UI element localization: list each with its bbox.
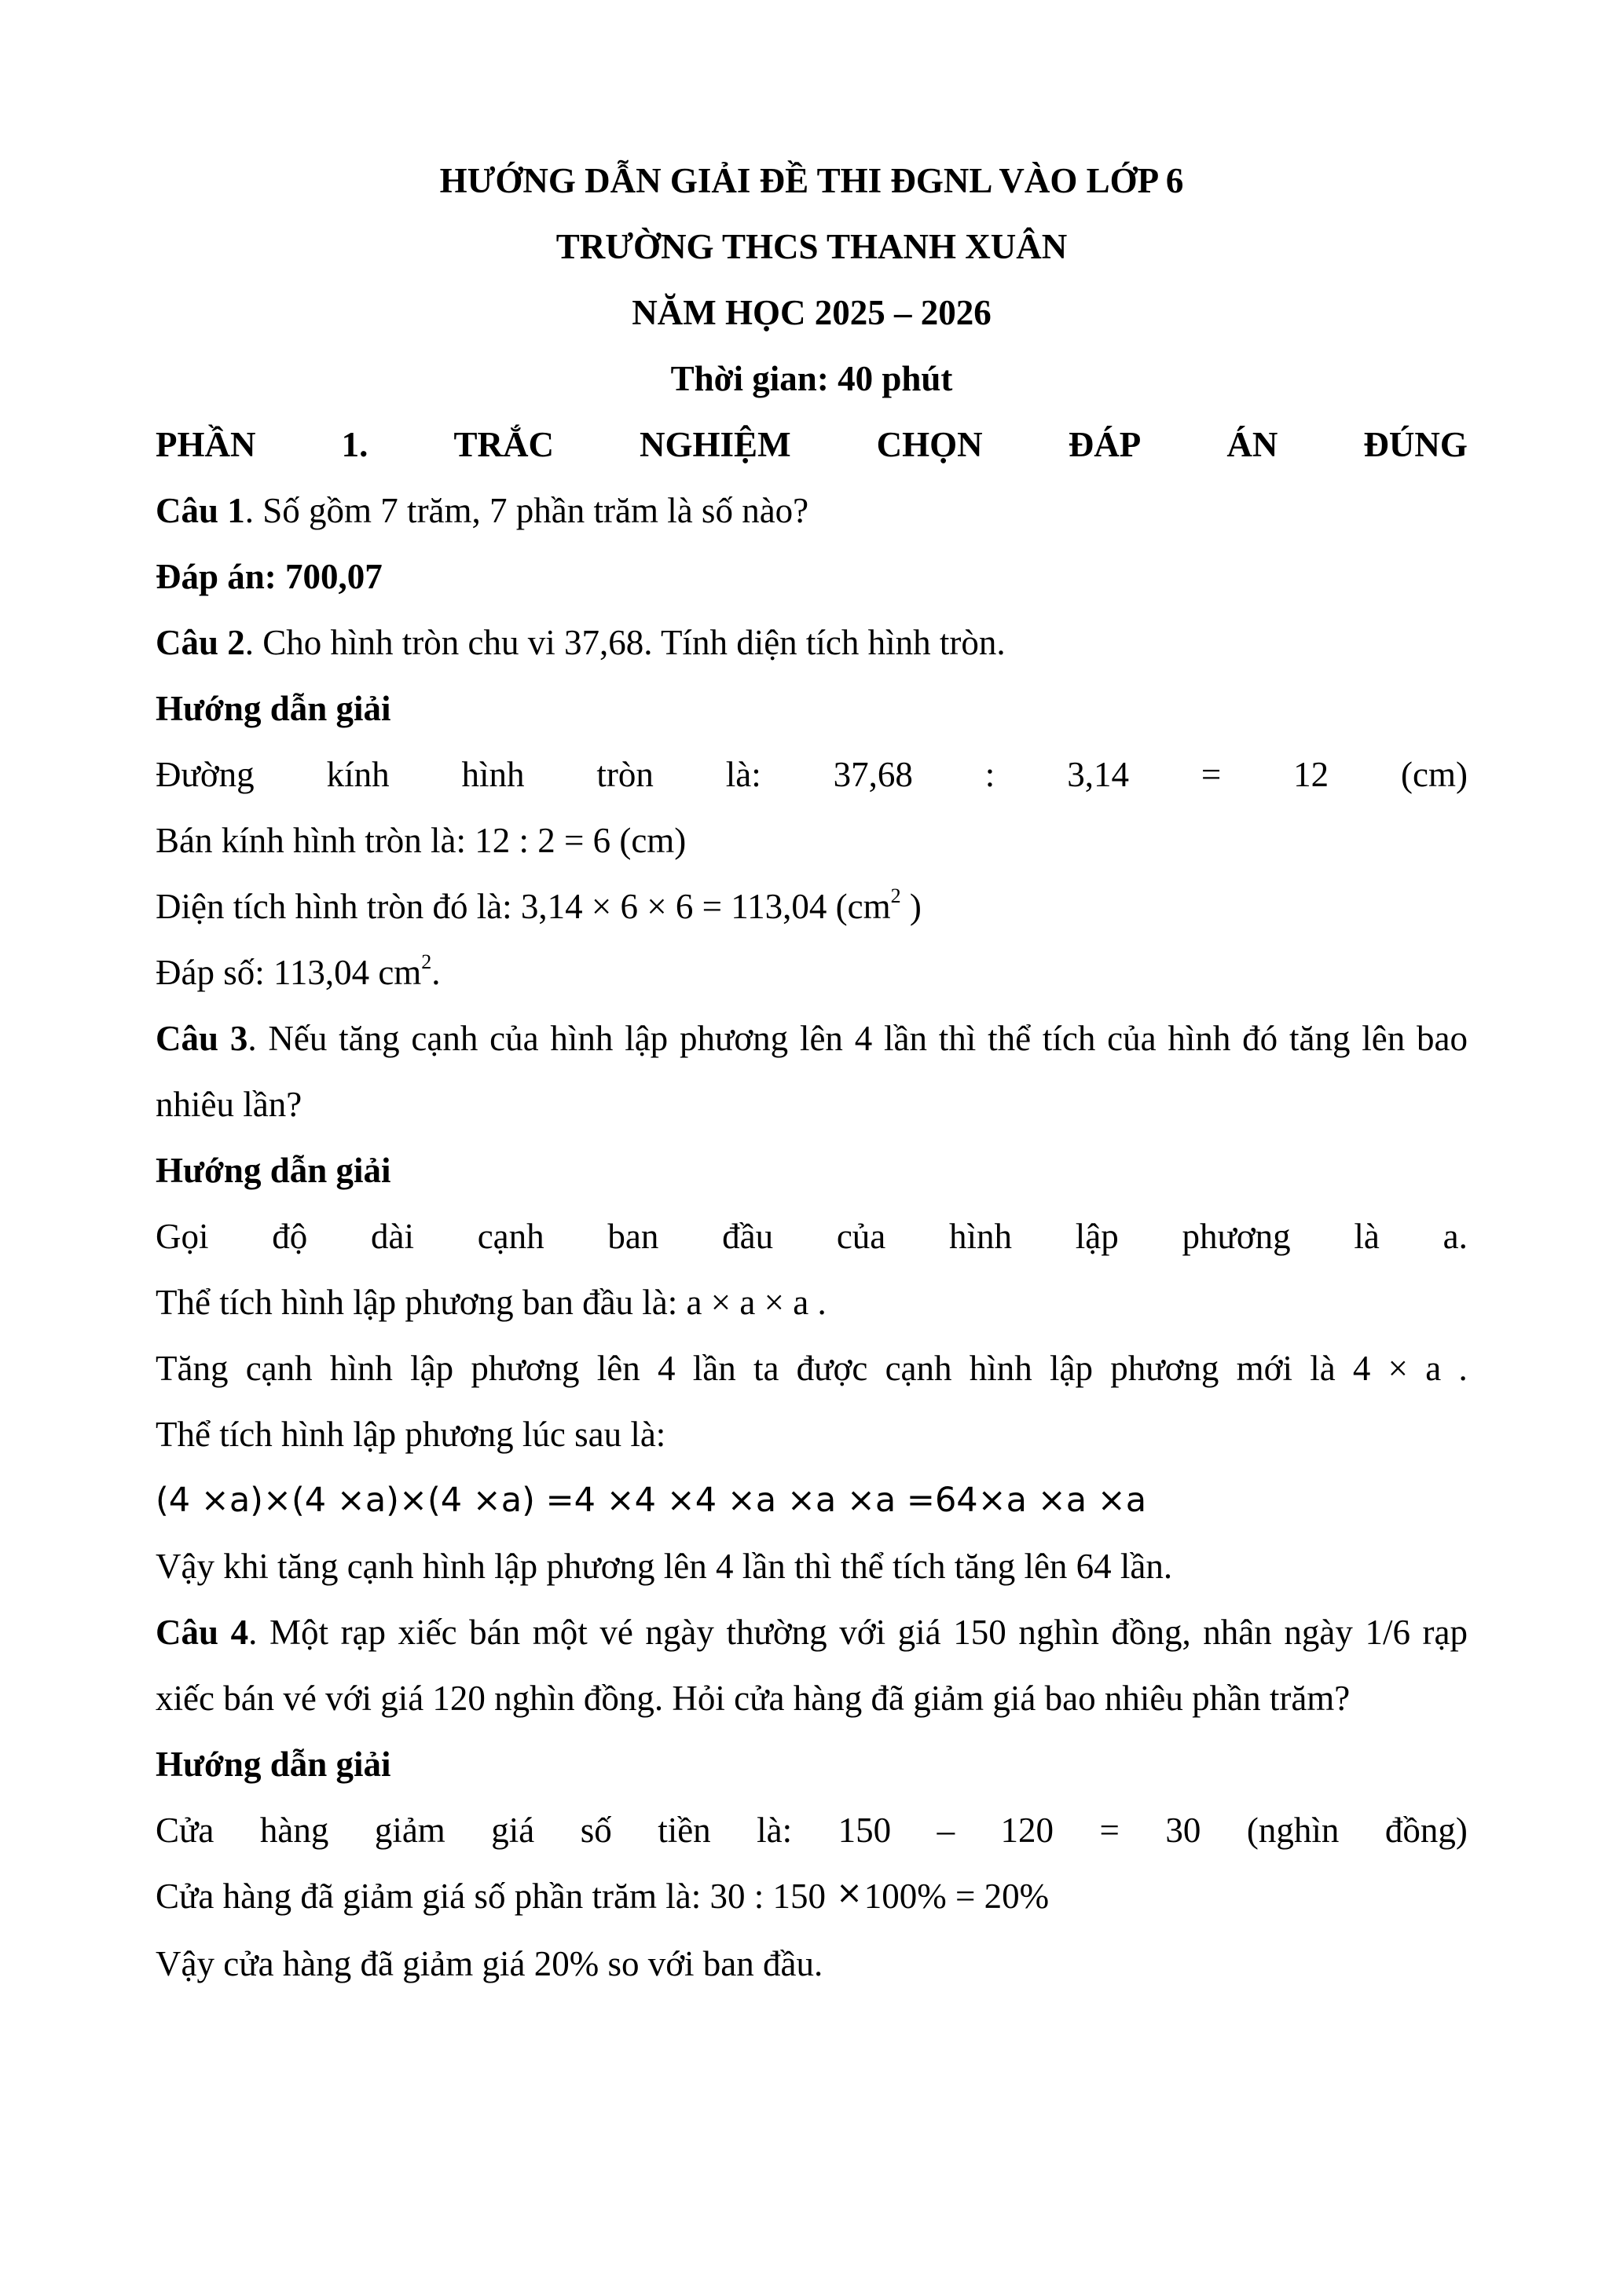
word: . bbox=[1458, 1349, 1468, 1388]
question-4-text: . Một rạp xiếc bán một vé ngày thường với giá 150 nghìn đồng, nhân ngày 1/6 rạp xiếc bán vé với giá 120 nghìn đồng. Hỏi cửa hàng đã giảm giá bao nhiêu phần trăm? bbox=[156, 1613, 1468, 1718]
question-1-label: Câu 1 bbox=[156, 491, 245, 530]
word: đầu bbox=[722, 1217, 774, 1256]
word: độ bbox=[272, 1217, 308, 1256]
question-4-conclusion: Vậy cửa hàng đã giảm giá 20% so với ban đầu. bbox=[156, 1944, 823, 1983]
word: là: bbox=[725, 755, 761, 794]
question-3-solution-line-2: Thể tích hình lập phương ban đầu là: a × a × a . bbox=[156, 1283, 827, 1322]
word: = bbox=[1201, 755, 1222, 794]
doc-title-line-3: NĂM HỌC 2025 – 2026 bbox=[632, 293, 992, 332]
question-3-conclusion: Vậy khi tăng cạnh hình lập phương lên 4 lần thì thể tích tăng lên 64 lần. bbox=[156, 1547, 1173, 1586]
question-2-final-answer-text: Đáp số: 113,04 cm bbox=[156, 953, 422, 992]
word: × bbox=[1388, 1349, 1409, 1388]
word: (cm) bbox=[1401, 755, 1468, 794]
question-3-solution-line-1 bbox=[156, 1203, 1468, 1269]
multiply-symbol: × bbox=[836, 1875, 863, 1911]
word: = bbox=[1099, 1811, 1120, 1850]
word: CHỌN bbox=[876, 425, 983, 464]
word: mới bbox=[1236, 1349, 1292, 1388]
word: ban bbox=[607, 1217, 659, 1256]
word: dài bbox=[370, 1217, 414, 1256]
word: cạnh bbox=[245, 1349, 313, 1388]
word: NGHIỆM bbox=[640, 425, 791, 464]
word: 37,68 bbox=[833, 755, 913, 794]
word: lập bbox=[1075, 1217, 1119, 1256]
word: của bbox=[836, 1217, 886, 1256]
word: đồng) bbox=[1384, 1811, 1468, 1850]
question-2-text: . Cho hình tròn chu vi 37,68. Tính diện tích hình tròn. bbox=[244, 623, 1006, 662]
word: lần bbox=[692, 1349, 736, 1388]
doc-title-line-1: HƯỚNG DẪN GIẢI ĐỀ THI ĐGNL VÀO LỚP 6 bbox=[439, 161, 1184, 200]
word: 12 bbox=[1293, 755, 1329, 794]
word: phương bbox=[471, 1349, 580, 1388]
question-4-solution-line-2-text: Cửa hàng đã giảm giá số phần trăm là: 30 : 150 bbox=[156, 1877, 835, 1916]
word: ĐÁP bbox=[1068, 425, 1142, 464]
question-2-solution-line-3 bbox=[156, 873, 1468, 939]
word: hình bbox=[949, 1217, 1013, 1256]
word: 150 bbox=[838, 1811, 892, 1850]
word: 4 bbox=[1352, 1349, 1371, 1388]
word: được bbox=[796, 1349, 868, 1388]
word: ta bbox=[753, 1349, 779, 1388]
question-2-guide-heading: Hướng dẫn giải bbox=[156, 689, 391, 728]
section-heading bbox=[156, 412, 1468, 478]
question-2-solution-line-3-end: ) bbox=[900, 887, 922, 926]
word: Đường bbox=[156, 755, 255, 794]
question-2-final-answer-end: . bbox=[431, 953, 441, 992]
word: giảm bbox=[374, 1811, 445, 1850]
word: tiền bbox=[658, 1811, 711, 1850]
word: cạnh bbox=[477, 1217, 544, 1256]
word: – bbox=[937, 1811, 955, 1850]
document-page bbox=[156, 148, 1468, 1997]
word: 120 bbox=[1000, 1811, 1054, 1850]
word: cạnh bbox=[885, 1349, 952, 1388]
word: ĐÚNG bbox=[1363, 425, 1468, 464]
question-1-text: . Số gồm 7 trăm, 7 phần trăm là số nào? bbox=[244, 491, 809, 530]
superscript: 2 bbox=[890, 884, 901, 907]
question-3-text: . Nếu tăng cạnh của hình lập phương lên 4 lần thì thể tích của hình đó tăng lên bao nhiêu lần? bbox=[156, 1019, 1468, 1124]
word: là bbox=[1354, 1217, 1380, 1256]
question-2-solution-line-3-text: Diện tích hình tròn đó là: 3,14 × 6 × 6 = 113,04 (cm bbox=[156, 887, 891, 926]
doc-title-line-4: Thời gian: 40 phút bbox=[670, 359, 953, 398]
question-3-solution-line-4: Thể tích hình lập phương lúc sau là: bbox=[156, 1415, 666, 1454]
word: 1. bbox=[341, 425, 368, 464]
doc-title-line-2: TRƯỜNG THCS THANH XUÂN bbox=[555, 227, 1068, 266]
word: phương bbox=[1110, 1349, 1219, 1388]
word: lập bbox=[410, 1349, 454, 1388]
word: là: bbox=[757, 1811, 793, 1850]
question-4-solution-line-1 bbox=[156, 1797, 1468, 1863]
question-3-solution-line-3 bbox=[156, 1335, 1468, 1401]
question-3-label: Câu 3 bbox=[156, 1019, 248, 1058]
word: tròn bbox=[596, 755, 654, 794]
word: a bbox=[1425, 1349, 1442, 1388]
word: Cửa bbox=[156, 1811, 214, 1850]
word: kính bbox=[326, 755, 390, 794]
word: 3,14 bbox=[1067, 755, 1129, 794]
question-3-guide-heading: Hướng dẫn giải bbox=[156, 1151, 391, 1190]
word: TRẮC bbox=[453, 425, 554, 464]
word: ÁN bbox=[1226, 425, 1278, 464]
word: Gọi bbox=[156, 1217, 209, 1256]
word: hình bbox=[329, 1349, 393, 1388]
question-2 bbox=[156, 610, 1468, 676]
word: 30 bbox=[1165, 1811, 1201, 1850]
question-4-guide-heading: Hướng dẫn giải bbox=[156, 1745, 391, 1784]
question-2-solution-line-1 bbox=[156, 742, 1468, 807]
word: a. bbox=[1443, 1217, 1468, 1256]
word: lên bbox=[596, 1349, 640, 1388]
question-2-final-answer bbox=[156, 939, 1468, 1005]
question-4-label: Câu 4 bbox=[156, 1613, 249, 1652]
word: hàng bbox=[259, 1811, 329, 1850]
word: hình bbox=[461, 755, 525, 794]
question-1-answer: Đáp án: 700,07 bbox=[156, 557, 383, 596]
word: phương bbox=[1182, 1217, 1291, 1256]
word: là bbox=[1310, 1349, 1336, 1388]
word: PHẦN bbox=[156, 425, 256, 464]
question-1 bbox=[156, 478, 1468, 544]
question-2-label: Câu 2 bbox=[156, 623, 245, 662]
word: 4 bbox=[658, 1349, 676, 1388]
word: Tăng bbox=[156, 1349, 229, 1388]
question-4 bbox=[156, 1599, 1468, 1731]
word: : bbox=[984, 755, 995, 794]
word: (nghìn bbox=[1246, 1811, 1340, 1850]
word: lập bbox=[1050, 1349, 1093, 1388]
superscript: 2 bbox=[421, 950, 432, 973]
question-3 bbox=[156, 1005, 1468, 1137]
question-3-formula: (4 ×a)×(4 ×a)×(4 ×a) =4 ×4 ×4 ×a ×a ×a =64×a ×a ×a bbox=[156, 1481, 1147, 1520]
word: số bbox=[580, 1811, 612, 1850]
word: hình bbox=[969, 1349, 1032, 1388]
word: giá bbox=[491, 1811, 535, 1850]
question-4-solution-line-2-end: 100% = 20% bbox=[863, 1877, 1050, 1916]
question-2-solution-line-2: Bán kính hình tròn là: 12 : 2 = 6 (cm) bbox=[156, 821, 687, 860]
question-4-solution-line-2 bbox=[156, 1863, 1468, 1931]
